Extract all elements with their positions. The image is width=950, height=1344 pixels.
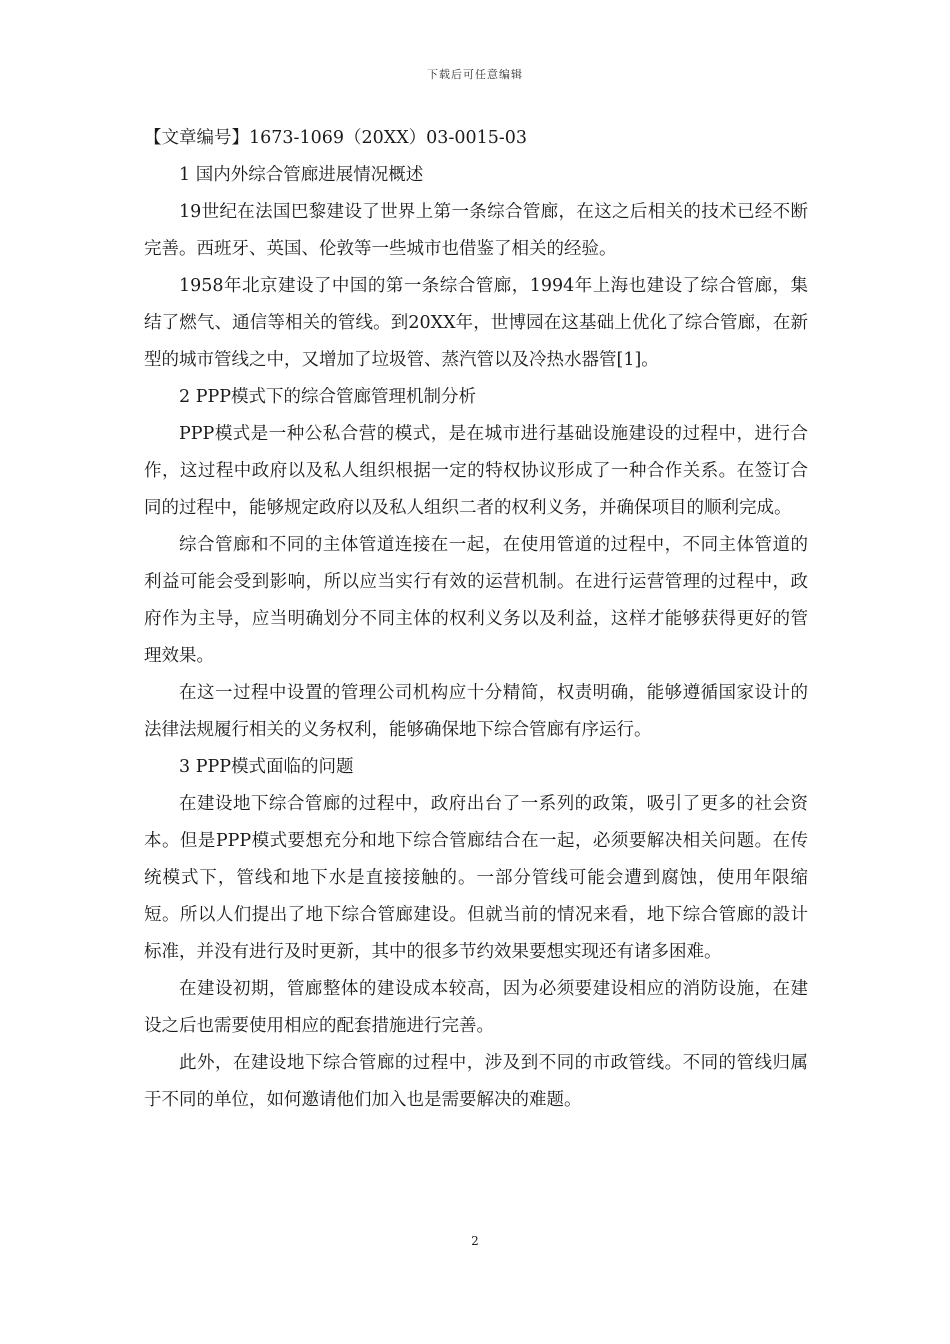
section-heading-1: 1 国内外综合管廊进展情况概述 xyxy=(179,165,424,185)
body-paragraph: 在这一过程中设置的管理公司机构应十分精简，权责明确，能够遵循国家设计的法律法规履行相关的义务权利，能够确保地下综合管廊有序运行。 xyxy=(144,683,808,740)
body-paragraph: PPP模式是一种公私合营的模式，是在城市进行基础设施建设的过程中，进行合作，这过程中政府以及私人组织根据一定的特权协议形成了一种合作关系。在签订合同的过程中，能够规定政府以及私人组织二者的权利义务，并确保项目的顺利完成。 xyxy=(144,424,808,518)
body-paragraph: 在建设地下综合管廊的过程中，政府出台了一系列的政策，吸引了更多的社会资本。但是PPP模式要想充分和地下综合管廊结合在一起，必须要解决相关问题。在传统模式下，管线和地下水是直接接触的。一部分管线可能会遭到腐蚀，使用年限缩短。所以人们提出了地下综合管廊建设。但就当前的情况来看，地下综合管廊的設计标准，并没有进行及时更新，其中的很多节约效果要想实现还有诸多困难。 xyxy=(144,794,808,962)
page-number: 2 xyxy=(471,1234,479,1248)
body-paragraph: 综合管廊和不同的主体管道连接在一起，在使用管道的过程中，不同主体管道的利益可能会受到影响，所以应当实行有效的运营机制。在进行运营管理的过程中，政府作为主导，应当明确划分不同主体的权利义务以及利益，这样才能够获得更好的管理效果。 xyxy=(144,535,808,666)
document-body xyxy=(144,120,808,1119)
page-header-note: 下载后可任意编辑 xyxy=(427,68,523,81)
body-paragraph: 1958年北京建设了中国的第一条综合管廊，1994年上海也建设了综合管廊，集结了燃气、通信等相关的管线。到20XX年，世博园在这基础上优化了综合管廊，在新型的城市管线之中，又增加了垃圾管、蒸汽管以及冷热水器管[1]。 xyxy=(144,276,808,370)
body-paragraph: 19世纪在法国巴黎建设了世界上第一条综合管廊，在这之后相关的技术已经不断完善。西班牙、英国、伦敦等一些城市也借鉴了相关的经验。 xyxy=(144,202,808,259)
article-number: 【文章编号】1673-1069（20XX）03-0015-03 xyxy=(144,128,528,148)
section-heading-3: 3 PPP模式面临的问题 xyxy=(179,757,354,777)
body-paragraph: 在建设初期，管廊整体的建设成本较高，因为必须要建设相应的消防设施，在建设之后也需要使用相应的配套措施进行完善。 xyxy=(144,979,808,1036)
body-paragraph: 此外，在建设地下综合管廊的过程中，涉及到不同的市政管线。不同的管线归属于不同的单位，如何邀请他们加入也是需要解决的难题。 xyxy=(144,1053,808,1110)
section-heading-2: 2 PPP模式下的综合管廊管理机制分析 xyxy=(179,387,477,407)
